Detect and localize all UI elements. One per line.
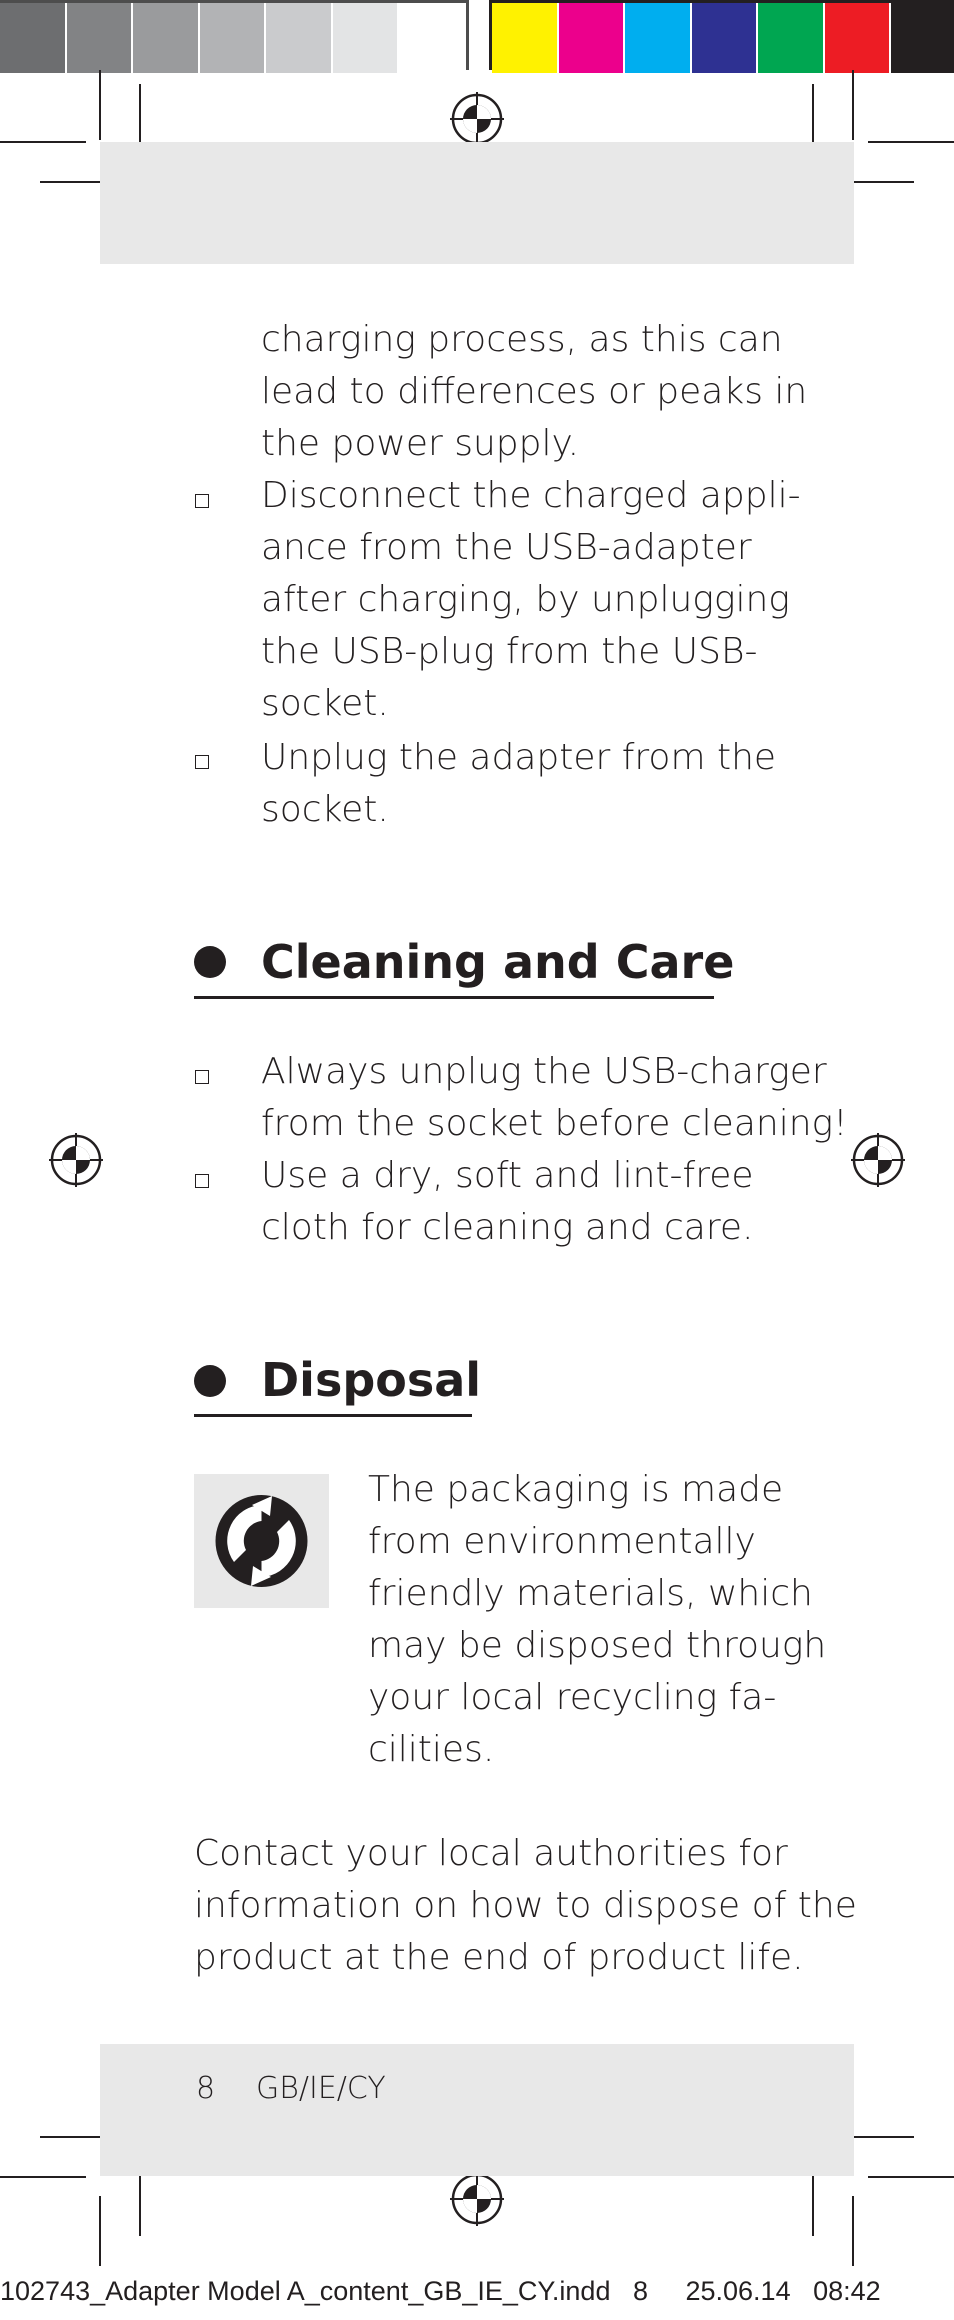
crop-mark [99,70,101,140]
intro-bullet-line: Disconnect the charged appli- [261,475,801,516]
gray-swatch [0,3,67,73]
crop-mark [99,2196,101,2266]
file-slug-line: 102743_Adapter Model A_content_GB_IE_CY.indd 8 25.06.14 08:42 [0,2276,881,2306]
green-dot-recycling-icon [194,1474,329,1608]
process-swatch [692,3,759,73]
cleaning-bullet-line: Always unplug the USB-charger [261,1051,827,1092]
cleaning-bullet-line: from the socket before cleaning! [261,1103,848,1144]
cleaning-bullet-line: cloth for cleaning and care. [261,1207,754,1248]
process-swatch [492,3,559,73]
registration-mark-icon [450,2172,504,2226]
packaging-line: The packaging is made [368,1469,784,1510]
footer-band [100,2044,854,2176]
gray-swatch [266,3,333,73]
process-swatch [758,3,825,73]
process-color-bar [489,0,954,70]
bullet-square-icon [195,755,209,769]
contact-line: Contact your local authorities for [194,1833,788,1874]
packaging-line: your local recycling fa- [368,1677,777,1718]
contact-line: product at the end of product life. [194,1937,804,1978]
gray-swatch [133,3,200,73]
intro-bullet-line: after charging, by unplugging [261,579,790,620]
intro-continuation-line: the power supply. [261,423,580,464]
process-swatch [559,3,626,73]
packaging-line: from environmentally [368,1521,756,1562]
intro-bullet-line: Unplug the adapter from the [261,737,777,778]
packaging-line: may be disposed through [368,1625,827,1666]
crop-mark [812,2166,814,2236]
recycling-logo-box [194,1474,329,1608]
heading-bullet-icon [194,946,226,978]
gray-swatch [67,3,134,73]
crop-mark [868,2176,954,2178]
gray-swatch [399,3,466,73]
crop-mark [852,2196,854,2266]
crop-mark [139,2166,141,2236]
intro-bullet-line: socket. [261,789,389,830]
process-swatch [825,3,892,73]
crop-mark [868,141,954,143]
intro-continuation-line: lead to differences or peaks in [261,371,808,412]
header-band [100,142,854,264]
crop-mark [0,2176,86,2178]
intro-continuation-line: charging process, as this can [261,319,783,360]
cleaning-bullet-line: Use a dry, soft and lint-free [261,1155,754,1196]
gray-swatch [200,3,267,73]
intro-bullet-line: socket. [261,683,389,724]
contact-line: information on how to dispose of the [194,1885,857,1926]
heading-bullet-icon [194,1365,226,1397]
process-swatch [891,3,954,73]
intro-bullet-line: ance from the USB-adapter [261,527,752,568]
heading-underline [194,996,714,999]
intro-bullet-line: the USB-plug from the USB- [261,631,758,672]
process-swatch [625,3,692,73]
heading-underline [194,1414,472,1417]
country-codes: GB/IE/CY [256,2071,386,2106]
cleaning-heading: Cleaning and Care [261,935,735,989]
bullet-square-icon [195,1174,209,1188]
registration-mark-icon [851,1133,905,1187]
page-number: 8 [196,2071,216,2106]
gray-color-bar [0,0,469,70]
bullet-square-icon [195,1070,209,1084]
registration-mark-icon [49,1133,103,1187]
packaging-line: cilities. [368,1729,495,1770]
crop-mark [0,141,86,143]
gray-swatch [333,3,400,73]
packaging-line: friendly materials, which [368,1573,813,1614]
disposal-heading: Disposal [261,1353,482,1407]
crop-mark [852,70,854,140]
bullet-square-icon [195,494,209,508]
registration-mark-icon [450,92,504,146]
